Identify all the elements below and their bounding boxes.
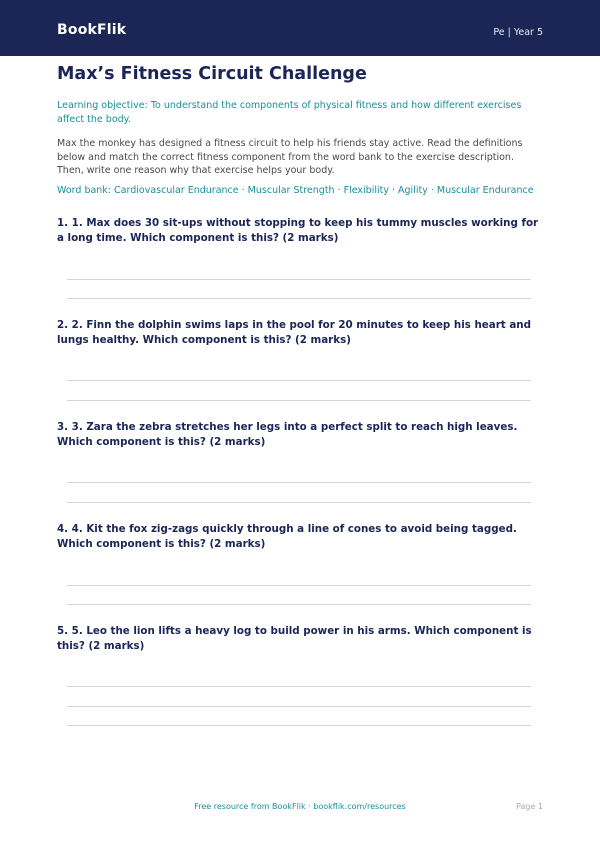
answer-line[interactable] <box>67 585 531 586</box>
question-text: 3. 3. Zara the zebra stretches her legs into a perfect split to reach high leaves. Which component is this? (2 marks) <box>57 421 518 448</box>
question-text: 4. 4. Kit the fox zig-zags quickly through a line of cones to avoid being tagged. Which component is this? (2 marks) <box>57 523 517 550</box>
answer-line[interactable] <box>67 298 531 299</box>
brand-logo-text: BookFlik <box>57 22 127 38</box>
answer-line[interactable] <box>67 279 531 280</box>
question-3 <box>57 420 543 520</box>
learning-objective: Learning objective: To understand the components of physical fitness and how different exercises affect the body. <box>57 100 522 125</box>
answer-line[interactable] <box>67 502 531 503</box>
footer-source-link[interactable]: Free resource from BookFlik · bookflik.com/resources <box>194 802 406 811</box>
question-4 <box>57 522 543 622</box>
answer-line[interactable] <box>67 482 531 483</box>
answer-line[interactable] <box>67 604 531 605</box>
instructions: Max the monkey has designed a fitness circuit to help his friends stay active. Read the definitions below and match the correct fitness component from the word bank to the exercise description. Then, write one reason why that exercise helps your body. <box>57 138 523 176</box>
page-title: Max’s Fitness Circuit Challenge <box>57 64 367 84</box>
question-text: 2. 2. Finn the dolphin swims laps in the pool for 20 minutes to keep his heart and lungs healthy. Which component is this? (2 marks) <box>57 319 531 346</box>
question-1 <box>57 216 543 316</box>
answer-line[interactable] <box>67 725 531 726</box>
answer-line[interactable] <box>67 400 531 401</box>
page-number: Page 1 <box>516 802 543 811</box>
question-text: 5. 5. Leo the lion lifts a heavy log to build power in his arms. Which component is this? (2 marks) <box>57 625 532 652</box>
question-text: 1. 1. Max does 30 sit-ups without stopping to keep his tummy muscles working for a long time. Which component is this? (2 marks) <box>57 217 539 244</box>
answer-line[interactable] <box>67 380 531 381</box>
word-bank: Word bank: Cardiovascular Endurance · Muscular Strength · Flexibility · Agility · Muscular Endurance <box>57 185 534 196</box>
subject-year-label: Pe | Year 5 <box>493 27 543 38</box>
page-header <box>0 0 600 56</box>
answer-line[interactable] <box>67 706 531 707</box>
question-2 <box>57 318 543 418</box>
page-footer <box>0 802 600 816</box>
answer-line[interactable] <box>67 686 531 687</box>
question-5 <box>57 624 543 724</box>
